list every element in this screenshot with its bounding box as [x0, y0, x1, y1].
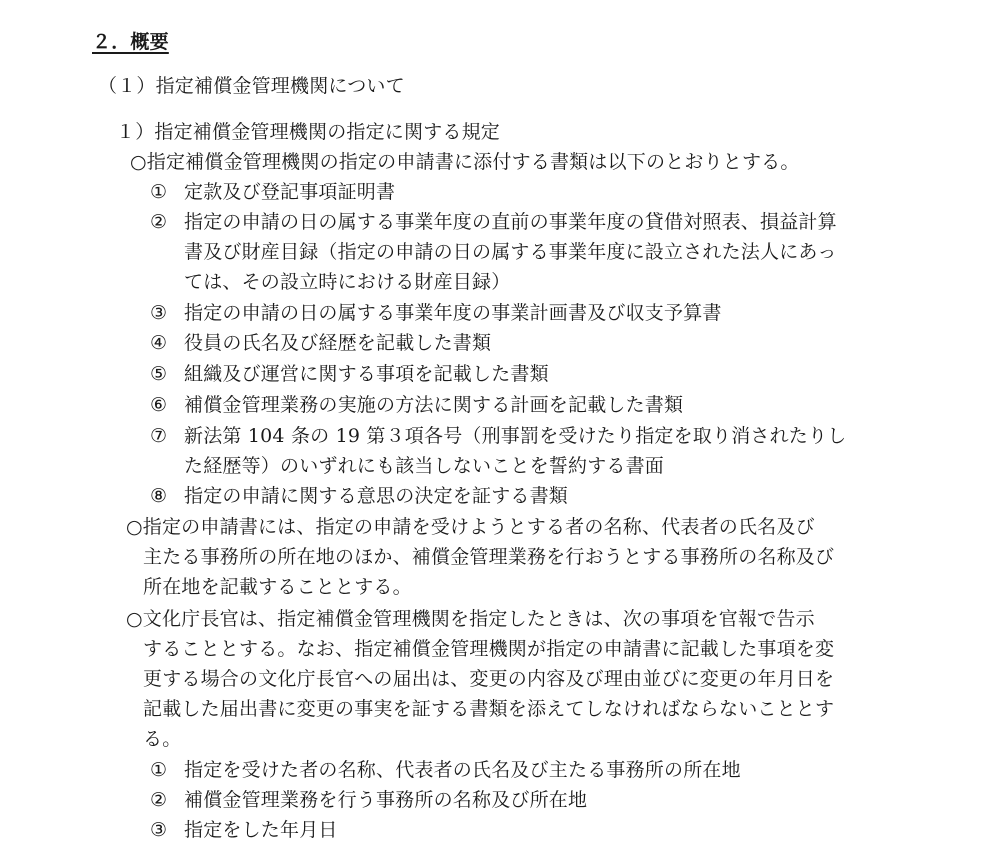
list-item: [150, 815, 338, 845]
list-item: [150, 785, 587, 815]
list-item-text: 指定の申請に関する意思の決定を証する書類: [184, 485, 569, 507]
paragraph-line: 主たる事務所の所在地のほか、補償金管理業務を行おうとする事務所の名称及び: [143, 546, 835, 568]
paragraph-line: 文化庁長官は、指定補償金管理機関を指定したときは、次の事項を官報で告示: [142, 608, 815, 630]
paragraph-line: 指定の申請書には、指定の申請を受けようとする者の名称、代表者の氏名及び: [142, 516, 815, 538]
paragraph-3: [126, 604, 815, 634]
list-marker: ④: [150, 332, 168, 354]
list-marker: ⑥: [150, 394, 168, 416]
list-item-text: 指定の申請の日の属する事業年度の直前の事業年度の貸借対照表、損益計算: [184, 211, 837, 233]
list-marker: ①: [150, 759, 168, 781]
bullet-circle: ○: [126, 608, 143, 630]
paragraph-2: [126, 512, 815, 542]
list-item-continuation: 書及び財産目録（指定の申請の日の属する事業年度に設立された法人にあっ: [184, 241, 837, 263]
bullet-circle: ○: [130, 151, 147, 173]
list-item: [150, 298, 722, 328]
list-item: [150, 481, 568, 511]
list-item-continuation: ては、その設立時における財産目録）: [184, 271, 511, 293]
list-marker: ①: [150, 181, 168, 203]
list-marker: ⑧: [150, 485, 168, 507]
bullet-circle: ○: [126, 516, 143, 538]
paragraph-line: る。: [143, 728, 182, 750]
list-marker: ⑦: [150, 425, 168, 447]
list-item: [150, 207, 837, 237]
list-item: [150, 755, 741, 785]
list-item: [150, 421, 846, 451]
paragraph-line: 記載した届出書に変更の事実を証する書類を添えてしなければならないこととす: [143, 698, 835, 720]
paragraph-1: [130, 147, 800, 177]
list-item-text: 補償金管理業務の実施の方法に関する計画を記載した書類: [184, 394, 684, 416]
list-item: [150, 359, 549, 389]
subsection-title: （１）指定補償金管理機関について: [98, 75, 405, 97]
list-item: [150, 177, 395, 207]
list-item-text: 組織及び運営に関する事項を記載した書類: [184, 363, 549, 385]
list-item-text: 指定の申請の日の属する事業年度の事業計画書及び収支予算書: [184, 302, 722, 324]
item-title: １）指定補償金管理機関の指定に関する規定: [116, 121, 501, 143]
section-heading: ２．概要: [92, 31, 169, 53]
paragraph-1-line-1: 指定補償金管理機関の指定の申請書に添付する書類は以下のとおりとする。: [146, 151, 800, 173]
list-marker: ③: [150, 302, 168, 324]
paragraph-line: 所在地を記載することとする。: [143, 576, 412, 598]
list-marker: ②: [150, 211, 168, 233]
list-item-text: 新法第 104 条の 19 第３項各号（刑事罰を受けたり指定を取り消されたりし: [184, 425, 847, 447]
list-item-text: 定款及び登記事項証明書: [184, 181, 396, 203]
list-item-text: 補償金管理業務を行う事務所の名称及び所在地: [184, 789, 588, 811]
list-item-text: 指定を受けた者の名称、代表者の氏名及び主たる事務所の所在地: [184, 759, 741, 781]
paragraph-line: することとする。なお、指定補償金管理機関が指定の申請書に記載した事項を変: [143, 638, 835, 660]
paragraph-line: 更する場合の文化庁長官への届出は、変更の内容及び理由並びに変更の年月日を: [143, 668, 835, 690]
list-marker: ②: [150, 789, 168, 811]
list-item-text: 指定をした年月日: [184, 819, 338, 841]
list-item: [150, 390, 683, 420]
list-marker: ⑤: [150, 363, 168, 385]
list-marker: ③: [150, 819, 168, 841]
list-item-continuation: た経歴等）のいずれにも該当しないことを誓約する書面: [184, 455, 665, 477]
list-item: [150, 328, 491, 358]
list-item-text: 役員の氏名及び経歴を記載した書類: [184, 332, 492, 354]
